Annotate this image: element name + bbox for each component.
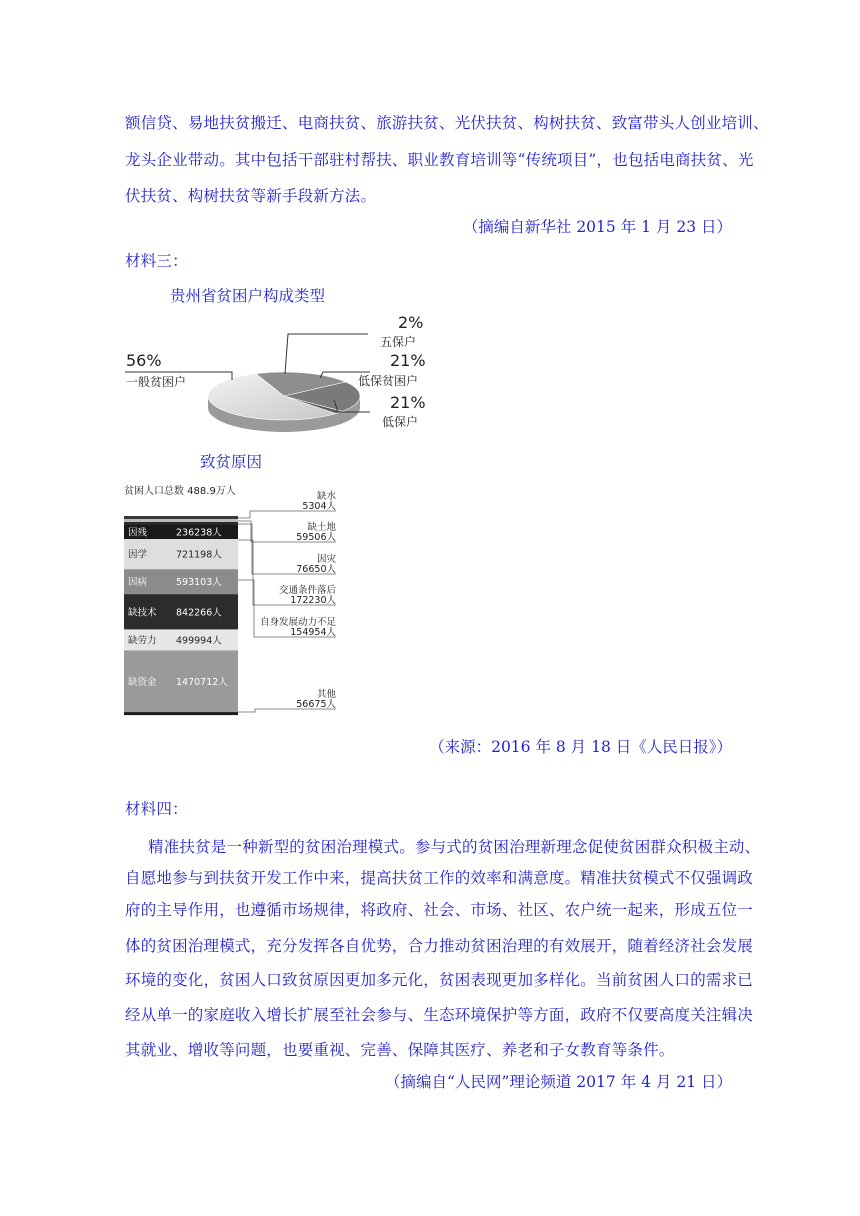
pie-chart <box>120 308 440 438</box>
bar-segment-label: 缺技术 <box>128 607 157 619</box>
pie-label-name: 五保户 <box>380 335 417 349</box>
paragraph-line: 自愿地参与到扶贫开发工作中来，提高扶贫工作的效率和满意度。精准扶贫模式不仅强调政 <box>125 869 754 887</box>
bar-segment-label: 因残 <box>128 527 148 539</box>
bar-segment-value: 842266人 <box>176 607 222 619</box>
callout-name: 缺土地 <box>307 522 336 533</box>
bar-strip <box>124 712 238 715</box>
leader-line <box>285 334 368 374</box>
paragraph-line: 经从单一的家庭收入增长扩展至社会参与、生态环境保护等方面，政府不仅要高度关注辑决 <box>125 1006 754 1024</box>
paragraph-line: 体的贫困治理模式，充分发挥各自优势，合力推动贫困治理的有效展开，随着经济社会发展 <box>125 937 754 955</box>
bar-segment-value: 593103人 <box>176 577 222 589</box>
bar-segment-value: 236238人 <box>176 527 222 539</box>
bar-segment-label: 因病 <box>128 577 148 589</box>
bar-segment-value: 1470712人 <box>176 676 228 688</box>
paragraph-line: 伏扶贫、构树扶贫等新手段新方法。 <box>125 187 377 205</box>
section-heading: 材料四： <box>125 800 188 818</box>
pie-chart-title: 贵州省贫困户构成类型 <box>170 287 326 305</box>
bar-segment-value: 499994人 <box>176 635 222 647</box>
pie-label-pct: 2% <box>398 313 424 332</box>
bar-segment-label: 缺资金 <box>128 676 157 688</box>
callout-value: 59506人 <box>296 532 336 543</box>
paragraph-line: 环境的变化，贫困人口致贫原因更加多元化，贫困表现更加多样化。当前贫困人口的需求已 <box>125 971 754 989</box>
bar-chart-title: 致贫原因 <box>200 453 263 471</box>
pie-label-pct: 56% <box>126 351 162 370</box>
callout-name: 交通条件落后 <box>278 585 336 596</box>
pie-label-pct: 21% <box>390 393 426 412</box>
callout-value: 172230人 <box>290 595 336 606</box>
pie-label-pct: 21% <box>390 351 426 370</box>
callout-name: 自身发展动力不足 <box>259 617 336 628</box>
section-heading: 材料三： <box>125 252 188 270</box>
bar-segment-label: 缺劳力 <box>128 635 157 647</box>
paragraph-line: 府的主导作用，也遵循市场规律，将政府、社会、市场、社区、农户统一起来，形成五位一 <box>125 901 754 919</box>
callout-name: 其他 <box>316 689 336 700</box>
bar-segment-label: 因学 <box>128 549 148 561</box>
paragraph-line: 龙头企业带动。其中包括干部驻村帮扶、职业教育培训等“传统项目”，也包括电商扶贫、光 <box>125 151 754 169</box>
callout-value: 56675人 <box>296 699 336 710</box>
bar-chart-header: 贫困人口总数 488.9万人 <box>124 486 236 497</box>
source-citation: （摘编自“人民网”理论频道 2017 年 4 月 21 日） <box>385 1073 732 1091</box>
callout-value: 5304人 <box>302 501 336 512</box>
bar-segment-value: 721198人 <box>176 549 222 561</box>
paragraph-line: 精准扶贫是一种新型的贫困治理模式。参与式的贫困治理新理念促使贫困群众积极主动、 <box>148 838 761 856</box>
callout-name: 因灾 <box>316 554 336 565</box>
bar-strip <box>124 516 238 519</box>
callout-value: 154954人 <box>290 627 336 638</box>
bar-strip <box>124 522 238 525</box>
paragraph-line: 其就业、增收等问题，也要重视、完善、保障其医疗、养老和子女教育等条件。 <box>125 1041 675 1059</box>
source-citation: （来源：2016 年 8 月 18 日《人民日报》） <box>429 738 732 756</box>
pie-label-name: 低保户 <box>382 415 419 429</box>
callout-name: 缺水 <box>316 491 336 502</box>
callout-line <box>238 511 336 518</box>
bar-strip <box>124 519 238 522</box>
pie-label-name: 低保贫困户 <box>358 374 419 388</box>
paragraph-line: 额信贷、易地扶贫搬迁、电商扶贫、旅游扶贫、光伏扶贫、构树扶贫、致富带头人创业培训、 <box>125 114 769 132</box>
cause-bar-chart <box>120 480 350 720</box>
pie-label-name: 一般贫困户 <box>126 375 187 389</box>
source-citation: （摘编自新华社 2015 年 1 月 23 日） <box>462 218 732 236</box>
callout-value: 76650人 <box>296 564 336 575</box>
